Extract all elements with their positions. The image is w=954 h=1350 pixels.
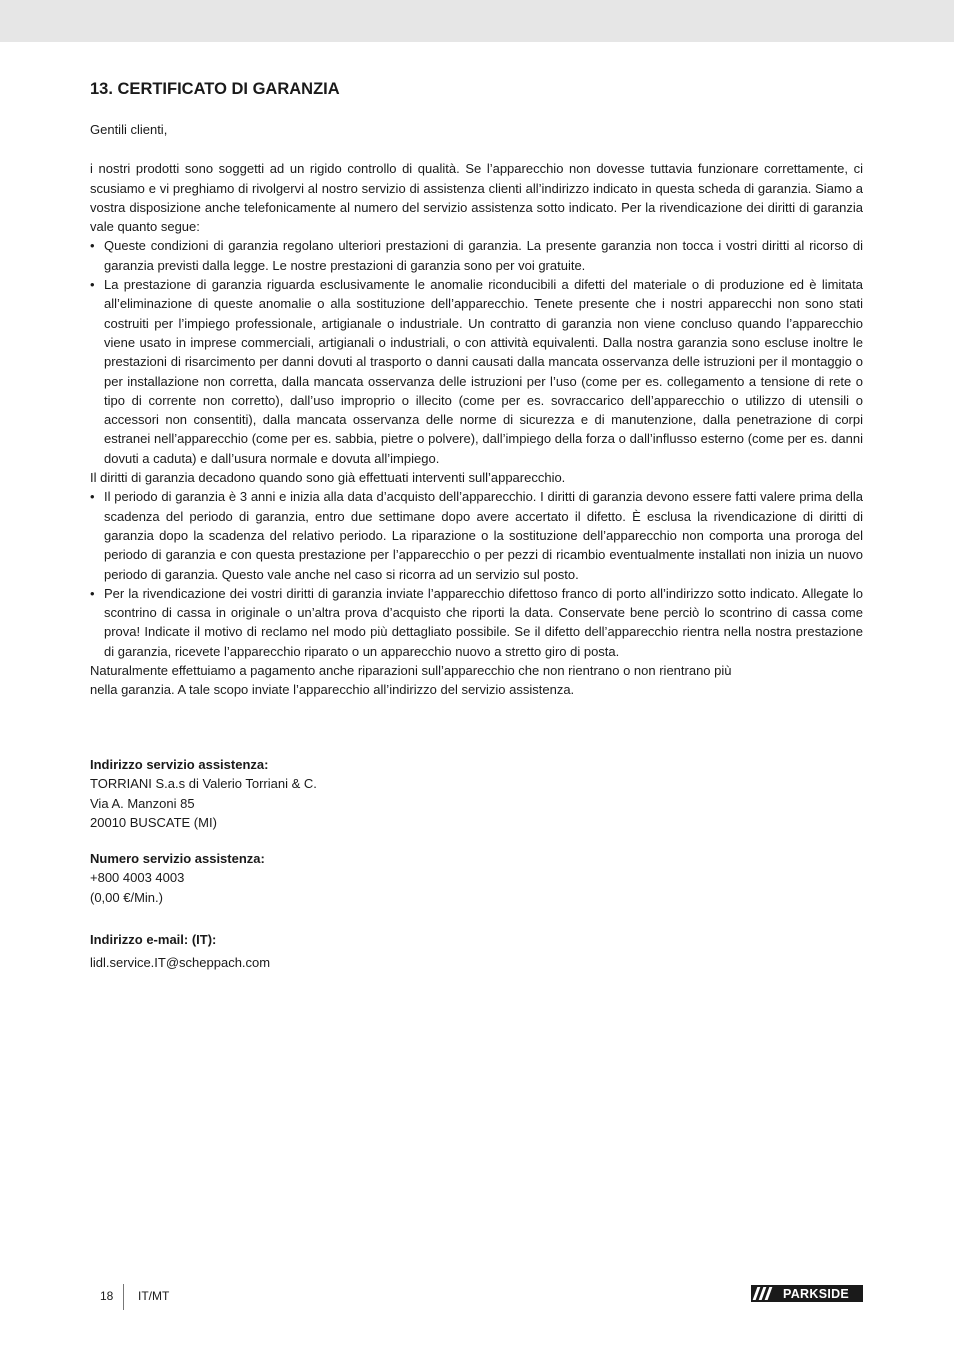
closing-line-2: nella garanzia. A tale scopo inviate l’apparecchio all’indirizzo del servizio assistenza. (90, 682, 575, 698)
list-item-text: Il periodo di garanzia è 3 anni e inizia alla data d’acquisto dell’apparecchio. I diritti di garanzia devono essere fatti valere prima della scadenza del periodo di garanzia, entro due settimane dopo avere accertato il difetto. È esclusa la rivendicazione di diritti di garanzia dopo la scadenza del relativo periodo. La riparazione o la sostituzione dell’apparecchio non comporta una proroga del periodo di garanzia e con questa prestazione per l’apparecchio o per pezzi di ricambio eventualmente installati non inizia un nuovo periodo di garanzia. Questo vale anche nel caso si ricorra ad un servizio sul posto. (104, 489, 863, 582)
closing-line-1: Naturalmente effettuiamo a pagamento anche riparazioni sull’apparecchio che non rientrano o non rientrano più (90, 663, 732, 679)
language-code: IT/MT (138, 1289, 170, 1303)
bullet-icon: • (90, 238, 95, 254)
bullet-icon: • (90, 489, 95, 505)
list-item (90, 584, 863, 661)
section-title: 13. CERTIFICATO DI GARANZIA (90, 80, 340, 98)
header-band (0, 0, 954, 42)
phone-label: Numero servizio assistenza: (90, 851, 265, 867)
address-line: Via A. Manzoni 85 (90, 795, 195, 811)
service-contact (90, 755, 317, 973)
list-item-text: Queste condizioni di garanzia regolano ulteriori prestazioni di garanzia. La presente garanzia non tocca i vostri diritti al ricorso di garanzia previsti dalla legge. Le nostre prestazioni di garanzia sono per voi gratuite. (104, 238, 863, 273)
bullet-list-a (90, 236, 863, 468)
rights-lapse-line: Il diritti di garanzia decadono quando sono già effettuati interventi sull’apparecchio. (90, 470, 566, 486)
email-link[interactable]: lidl.service.IT@scheppach.com (90, 955, 271, 971)
bullet-icon: • (90, 277, 95, 293)
list-item-text: La prestazione di garanzia riguarda esclusivamente le anomalie riconducibili a difetti del materiale o di produzione ed è limitata all’eliminazione di queste anomalie o alla sostituzione dell’apparecchio. Tenete presente che i nostri apparecchi non sono stati costruiti per l’impiego professionale, artigianale o industriale. Un contratto di garanzia non viene concluso quando l’apparecchio viene usato in imprese commerciali, artigianali o industriali, o con attività equivalenti. Dalla nostra garanzia sono escluse inoltre le prestazioni di risarcimento per danni dovuti al trasporto o danni causati dalla mancata osservanza delle istruzioni per il montaggio o per installazione non corretta, dalla mancata osservanza delle istruzioni per l’uso (come per es. collegamento a tensione di rete o tipo di corrente non corretto), dall’uso improprio o illecito (come per es. sovraccarico dell’apparecchio o utilizzo di utensili o accessori non consentiti), dalla mancata osservanza delle norme di sicurezza e di manutenzione, dalla penetrazione di corpi estranei nell’apparecchio (come per es. sabbia, pietre o polvere), dall’impiego della forza o dall’influsso esterno (come per es. danni dovuti a caduta) e dall’usura normale e dovuta all’impiego. (104, 277, 863, 466)
footer-divider (123, 1284, 124, 1310)
intro-paragraph: i nostri prodotti sono soggetti ad un rigido controllo di qualità. Se l’apparecchio non dovesse tuttavia funzionare correttamente, ci scusiamo e vi preghiamo di rivolgervi al nostro servizio di assistenza clienti all’indirizzo indicato in questa scheda di garanzia. Siamo a vostra disposizione anche telefonicamente al numero del servizio assistenza sotto indicato. Per la rivendicazione dei diritti di garanzia vale quanto segue: (90, 161, 863, 235)
list-item (90, 487, 863, 583)
bullet-icon: • (90, 585, 95, 601)
list-item (90, 275, 863, 468)
warranty-section (90, 78, 863, 700)
address-line: TORRIANI S.a.s di Valerio Torriani & C. (90, 776, 317, 792)
bullet-list-b (90, 487, 863, 661)
logo-stripes-icon (751, 1285, 781, 1302)
parkside-logo-icon (751, 1285, 863, 1302)
address-label: Indirizzo servizio assistenza: (90, 757, 269, 772)
address-line: 20010 BUSCATE (MI) (90, 814, 217, 830)
greeting: Gentili clienti, (90, 122, 168, 137)
phone-rate: (0,00 €/Min.) (90, 889, 163, 905)
list-item-text: Per la rivendicazione dei vostri diritti di garanzia inviate l’apparecchio difettoso franco di porto all’indirizzo sotto indicato. Allegate lo scontrino di cassa in originale o un’altra prova d’acquisto che riporti la data. Conservate bene perciò lo scontrino di cassa come prova! Indicate il motivo di reclamo nel modo più dettagliato possibile. Se il difetto dell’apparecchio rientra nella nostra prestazione di garanzia, ricevete l’apparecchio riparato o un apparecchio nuovo a stretto giro di posta. (104, 585, 863, 659)
phone-number: +800 4003 4003 (90, 870, 185, 886)
logo-wordmark: PARKSIDE (783, 1286, 850, 1301)
email-label: Indirizzo e-mail: (IT): (90, 932, 217, 948)
list-item (90, 236, 863, 275)
page-number: 18 (100, 1289, 114, 1303)
